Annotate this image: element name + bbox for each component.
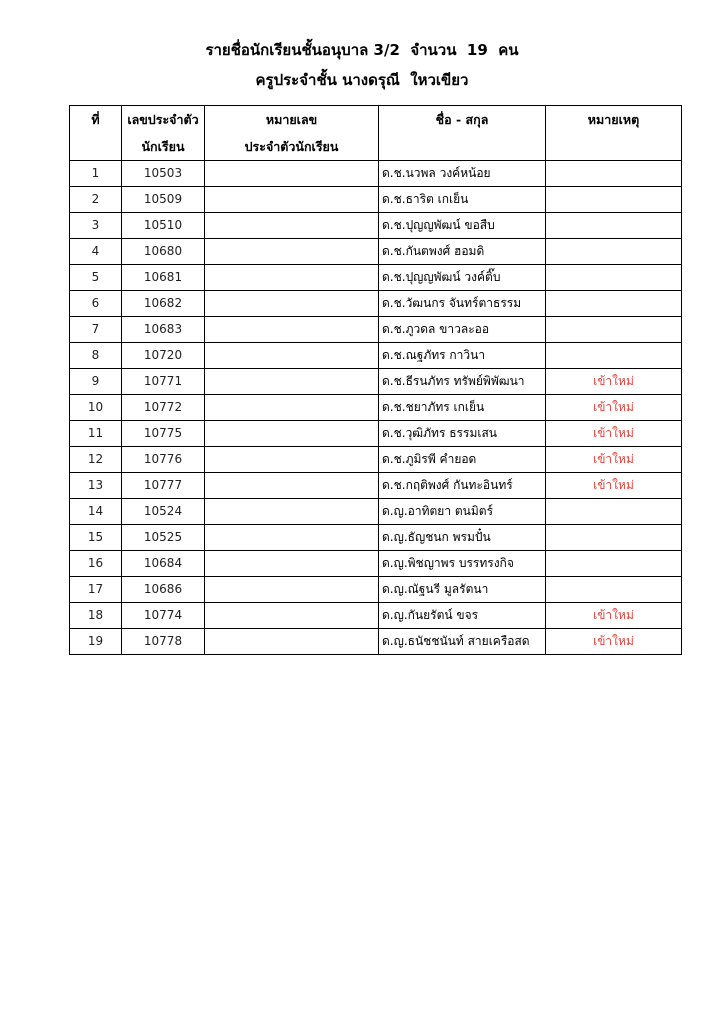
student-id-cell: 10503	[122, 161, 205, 187]
student-id-cell: 10683	[122, 317, 205, 343]
student-name-cell: ด.ช.ณฐภัทร กาวินา	[379, 343, 546, 369]
row-number-cell: 10	[70, 395, 122, 421]
row-number-cell: 3	[70, 213, 122, 239]
table-row	[70, 447, 682, 473]
student-id-cell: 10776	[122, 447, 205, 473]
col-header-no: ที่	[70, 106, 122, 161]
col-header-student-id-line2: นักเรียน	[141, 139, 185, 154]
student-name-cell: ด.ช.ธาริต เกเย็น	[379, 187, 546, 213]
student-name-cell: ด.ช.ชยาภัทร เกเย็น	[379, 395, 546, 421]
row-number-cell: 9	[70, 369, 122, 395]
table-header-row	[70, 106, 682, 161]
national-id-cell	[205, 577, 379, 603]
note-cell	[546, 577, 682, 603]
student-id-cell: 10509	[122, 187, 205, 213]
student-id-cell: 10686	[122, 577, 205, 603]
note-cell	[546, 291, 682, 317]
teacher-line: ครูประจำชั้น นางดรุณี ใหวเขียว	[255, 71, 469, 89]
col-header-national-id	[205, 106, 379, 161]
note-cell	[546, 525, 682, 551]
table-row	[70, 187, 682, 213]
student-name-cell: ด.ช.วัฒนกร จันทร์ตาธรรม	[379, 291, 546, 317]
row-number-cell: 7	[70, 317, 122, 343]
student-id-cell: 10525	[122, 525, 205, 551]
national-id-cell	[205, 447, 379, 473]
national-id-cell	[205, 239, 379, 265]
national-id-cell	[205, 499, 379, 525]
col-header-student-id	[122, 106, 205, 161]
student-id-cell: 10775	[122, 421, 205, 447]
table-row	[70, 265, 682, 291]
national-id-cell	[205, 551, 379, 577]
row-number-cell: 11	[70, 421, 122, 447]
national-id-cell	[205, 525, 379, 551]
student-name-cell: ด.ญ.ธนัชชนันท์ สายเครือสด	[379, 629, 546, 655]
student-id-cell: 10778	[122, 629, 205, 655]
table-row	[70, 551, 682, 577]
row-number-cell: 14	[70, 499, 122, 525]
note-cell	[546, 187, 682, 213]
note-cell	[546, 317, 682, 343]
page-title: รายชื่อนักเรียนชั้นอนุบาล 3/2 จำนวน 19 คน	[205, 41, 519, 59]
note-cell	[546, 343, 682, 369]
row-number-cell: 8	[70, 343, 122, 369]
note-cell	[546, 265, 682, 291]
student-id-cell: 10684	[122, 551, 205, 577]
table-row	[70, 395, 682, 421]
student-name-cell: ด.ช.กันตพงศ์ ฮอมดิ	[379, 239, 546, 265]
student-name-cell: ด.ช.ปุญญพัฒน์ วงค์ติ๊บ	[379, 265, 546, 291]
student-id-cell: 10682	[122, 291, 205, 317]
row-number-cell: 18	[70, 603, 122, 629]
national-id-cell	[205, 187, 379, 213]
national-id-cell	[205, 603, 379, 629]
row-number-cell: 12	[70, 447, 122, 473]
row-number-cell: 6	[70, 291, 122, 317]
table-row	[70, 629, 682, 655]
row-number-cell: 16	[70, 551, 122, 577]
row-number-cell: 19	[70, 629, 122, 655]
table-body	[70, 161, 682, 655]
row-number-cell: 15	[70, 525, 122, 551]
table-row	[70, 239, 682, 265]
student-name-cell: ด.ช.ปุญญพัฒน์ ขอสืบ	[379, 213, 546, 239]
table-row	[70, 525, 682, 551]
student-id-cell: 10680	[122, 239, 205, 265]
student-name-cell: ด.ช.กฤติพงศ์ กันทะอินทร์	[379, 473, 546, 499]
student-id-cell: 10777	[122, 473, 205, 499]
table-row	[70, 369, 682, 395]
national-id-cell	[205, 395, 379, 421]
student-name-cell: ด.ญ.ณัฐนรี มูลรัตนา	[379, 577, 546, 603]
national-id-cell	[205, 317, 379, 343]
col-header-name: ชื่อ - สกุล	[379, 106, 546, 161]
col-header-note: หมายเหตุ	[546, 106, 682, 161]
table-row	[70, 213, 682, 239]
student-name-cell: ด.ช.ภูวดล ขาวละออ	[379, 317, 546, 343]
table-row	[70, 161, 682, 187]
table-row	[70, 603, 682, 629]
national-id-cell	[205, 369, 379, 395]
note-cell	[546, 551, 682, 577]
row-number-cell: 1	[70, 161, 122, 187]
national-id-cell	[205, 161, 379, 187]
national-id-cell	[205, 421, 379, 447]
table-row	[70, 317, 682, 343]
student-name-cell: ด.ญ.ธัญชนก พรมปั๋น	[379, 525, 546, 551]
table-row	[70, 499, 682, 525]
student-id-cell: 10510	[122, 213, 205, 239]
col-header-student-id-line1: เลขประจำตัว	[127, 112, 199, 127]
table-row	[70, 421, 682, 447]
note-cell	[546, 161, 682, 187]
row-number-cell: 2	[70, 187, 122, 213]
note-cell: เข้าใหม่	[546, 603, 682, 629]
note-cell: เข้าใหม่	[546, 447, 682, 473]
col-header-national-id-line1: หมายเลข	[265, 112, 318, 127]
student-name-cell: ด.ช.วุฒิภัทร ธรรมเสน	[379, 421, 546, 447]
student-name-cell: ด.ช.ธีรนภัทร ทรัพย์พิพัฒนา	[379, 369, 546, 395]
row-number-cell: 13	[70, 473, 122, 499]
national-id-cell	[205, 343, 379, 369]
note-cell: เข้าใหม่	[546, 369, 682, 395]
note-cell: เข้าใหม่	[546, 629, 682, 655]
student-name-cell: ด.ช.นวพล วงค์หน้อย	[379, 161, 546, 187]
student-name-cell: ด.ช.ภูมิรพี คำยอด	[379, 447, 546, 473]
row-number-cell: 5	[70, 265, 122, 291]
row-number-cell: 17	[70, 577, 122, 603]
col-header-national-id-line2: ประจำตัวนักเรียน	[244, 139, 339, 154]
student-roster-table	[69, 105, 682, 655]
national-id-cell	[205, 473, 379, 499]
student-id-cell: 10524	[122, 499, 205, 525]
student-name-cell: ด.ญ.อาทิตยา ตนมิตร์	[379, 499, 546, 525]
national-id-cell	[205, 291, 379, 317]
note-cell	[546, 213, 682, 239]
student-id-cell: 10772	[122, 395, 205, 421]
table-row	[70, 343, 682, 369]
student-id-cell: 10681	[122, 265, 205, 291]
table-row	[70, 291, 682, 317]
national-id-cell	[205, 265, 379, 291]
table-row	[70, 473, 682, 499]
student-id-cell: 10771	[122, 369, 205, 395]
student-name-cell: ด.ญ.พิชญาพร บรรทรงกิจ	[379, 551, 546, 577]
note-cell: เข้าใหม่	[546, 473, 682, 499]
student-name-cell: ด.ญ.กันยรัตน์ ขจร	[379, 603, 546, 629]
table-row	[70, 577, 682, 603]
note-cell: เข้าใหม่	[546, 421, 682, 447]
national-id-cell	[205, 629, 379, 655]
note-cell	[546, 499, 682, 525]
note-cell: เข้าใหม่	[546, 395, 682, 421]
student-id-cell: 10774	[122, 603, 205, 629]
note-cell	[546, 239, 682, 265]
row-number-cell: 4	[70, 239, 122, 265]
student-id-cell: 10720	[122, 343, 205, 369]
national-id-cell	[205, 213, 379, 239]
